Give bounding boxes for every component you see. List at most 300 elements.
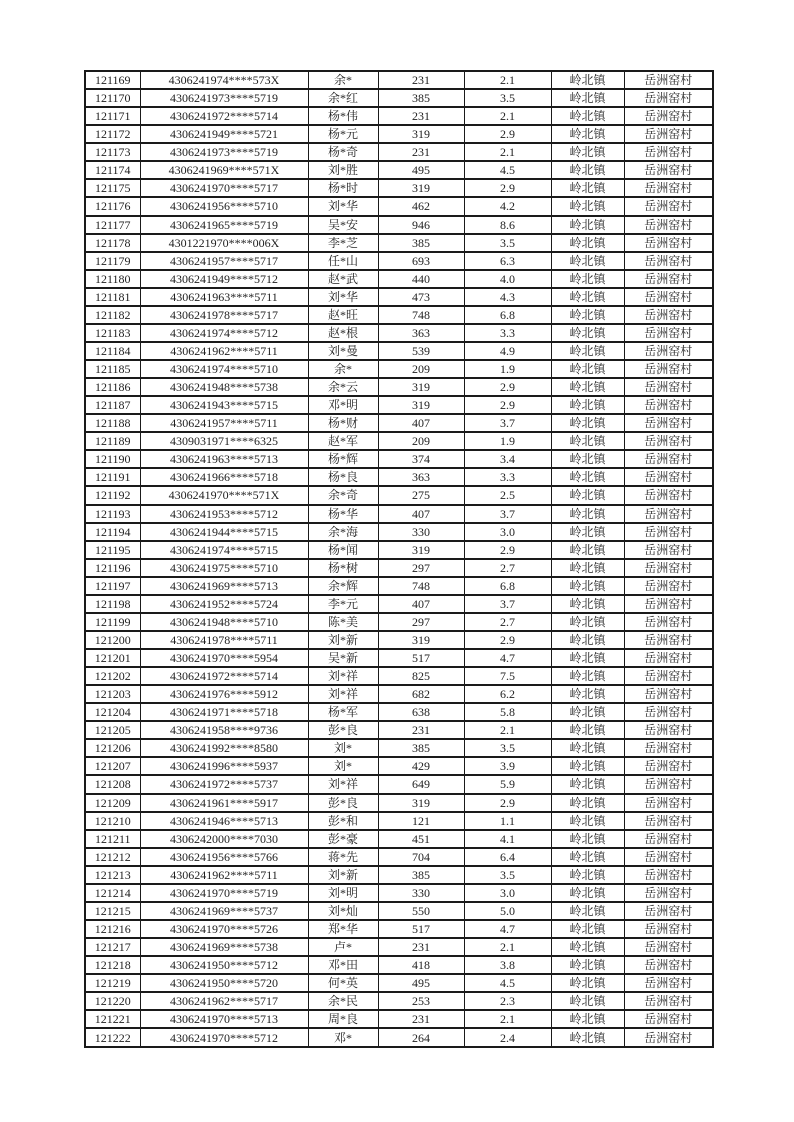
cell-seq: 121199	[85, 613, 140, 631]
cell-name: 刘*新	[308, 866, 378, 884]
cell-rate: 6.8	[464, 577, 551, 595]
cell-amount: 407	[378, 414, 464, 432]
cell-village: 岳洲窑村	[624, 306, 713, 324]
cell-town: 岭北镇	[551, 541, 624, 559]
cell-id: 4306241974****573X	[140, 71, 308, 89]
cell-village: 岳洲窑村	[624, 505, 713, 523]
cell-town: 岭北镇	[551, 306, 624, 324]
cell-town: 岭北镇	[551, 378, 624, 396]
cell-rate: 4.5	[464, 161, 551, 179]
cell-village: 岳洲窑村	[624, 739, 713, 757]
cell-town: 岭北镇	[551, 812, 624, 830]
cell-name: 赵*武	[308, 270, 378, 288]
cell-rate: 2.1	[464, 1010, 551, 1028]
table-row	[85, 739, 713, 757]
cell-seq: 121195	[85, 541, 140, 559]
cell-name: 余*奇	[308, 486, 378, 504]
cell-village: 岳洲窑村	[624, 667, 713, 685]
cell-name: 刘*华	[308, 197, 378, 215]
cell-village: 岳洲窑村	[624, 721, 713, 739]
cell-village: 岳洲窑村	[624, 577, 713, 595]
cell-amount: 495	[378, 974, 464, 992]
cell-town: 岭北镇	[551, 523, 624, 541]
cell-id: 4306241950****5712	[140, 956, 308, 974]
cell-village: 岳洲窑村	[624, 216, 713, 234]
cell-id: 4306241973****5719	[140, 143, 308, 161]
table-row	[85, 234, 713, 252]
cell-amount: 407	[378, 595, 464, 613]
cell-village: 岳洲窑村	[624, 794, 713, 812]
cell-id: 4306241965****5719	[140, 216, 308, 234]
cell-village: 岳洲窑村	[624, 938, 713, 956]
cell-town: 岭北镇	[551, 848, 624, 866]
cell-village: 岳洲窑村	[624, 848, 713, 866]
cell-id: 4306241996****5937	[140, 757, 308, 775]
cell-town: 岭北镇	[551, 649, 624, 667]
cell-village: 岳洲窑村	[624, 775, 713, 793]
cell-amount: 429	[378, 757, 464, 775]
cell-amount: 319	[378, 179, 464, 197]
cell-rate: 3.5	[464, 234, 551, 252]
cell-name: 刘*	[308, 757, 378, 775]
cell-id: 4306241972****5737	[140, 775, 308, 793]
cell-town: 岭北镇	[551, 559, 624, 577]
cell-seq: 121188	[85, 414, 140, 432]
cell-id: 4306241969****571X	[140, 161, 308, 179]
cell-id: 4306241970****5726	[140, 920, 308, 938]
cell-seq: 121216	[85, 920, 140, 938]
cell-amount: 319	[378, 541, 464, 559]
cell-name: 刘*	[308, 739, 378, 757]
table-row	[85, 559, 713, 577]
cell-name: 刘*灿	[308, 902, 378, 920]
cell-rate: 2.9	[464, 396, 551, 414]
cell-rate: 2.5	[464, 486, 551, 504]
cell-name: 赵*根	[308, 324, 378, 342]
cell-name: 赵*旺	[308, 306, 378, 324]
cell-amount: 385	[378, 739, 464, 757]
table-row	[85, 703, 713, 721]
cell-name: 刘*胜	[308, 161, 378, 179]
table-row	[85, 197, 713, 215]
cell-seq: 121206	[85, 739, 140, 757]
cell-rate: 3.3	[464, 468, 551, 486]
cell-rate: 2.1	[464, 143, 551, 161]
cell-rate: 2.9	[464, 378, 551, 396]
cell-town: 岭北镇	[551, 1028, 624, 1047]
cell-id: 4306241974****5712	[140, 324, 308, 342]
cell-town: 岭北镇	[551, 125, 624, 143]
table-row	[85, 270, 713, 288]
table-row	[85, 486, 713, 504]
cell-town: 岭北镇	[551, 288, 624, 306]
cell-village: 岳洲窑村	[624, 631, 713, 649]
cell-village: 岳洲窑村	[624, 125, 713, 143]
cell-id: 4306241970****5712	[140, 1028, 308, 1047]
table-row	[85, 505, 713, 523]
cell-amount: 385	[378, 866, 464, 884]
cell-town: 岭北镇	[551, 920, 624, 938]
cell-name: 刘*华	[308, 288, 378, 306]
cell-amount: 440	[378, 270, 464, 288]
cell-seq: 121182	[85, 306, 140, 324]
cell-village: 岳洲窑村	[624, 378, 713, 396]
cell-name: 何*英	[308, 974, 378, 992]
cell-name: 余*	[308, 360, 378, 378]
cell-amount: 297	[378, 613, 464, 631]
cell-town: 岭北镇	[551, 866, 624, 884]
cell-name: 邓*明	[308, 396, 378, 414]
cell-town: 岭北镇	[551, 270, 624, 288]
cell-id: 4306241948****5738	[140, 378, 308, 396]
cell-name: 郑*华	[308, 920, 378, 938]
table-row	[85, 179, 713, 197]
table-row	[85, 667, 713, 685]
cell-village: 岳洲窑村	[624, 234, 713, 252]
cell-village: 岳洲窑村	[624, 595, 713, 613]
cell-village: 岳洲窑村	[624, 866, 713, 884]
cell-rate: 2.9	[464, 631, 551, 649]
cell-town: 岭北镇	[551, 739, 624, 757]
cell-amount: 385	[378, 234, 464, 252]
cell-town: 岭北镇	[551, 577, 624, 595]
cell-amount: 473	[378, 288, 464, 306]
cell-amount: 451	[378, 830, 464, 848]
cell-name: 余*云	[308, 378, 378, 396]
table-row	[85, 378, 713, 396]
cell-id: 4306241973****5719	[140, 89, 308, 107]
cell-rate: 2.9	[464, 125, 551, 143]
cell-id: 4306242000****7030	[140, 830, 308, 848]
table-row	[85, 812, 713, 830]
cell-town: 岭北镇	[551, 884, 624, 902]
cell-town: 岭北镇	[551, 1010, 624, 1028]
cell-village: 岳洲窑村	[624, 360, 713, 378]
table-row	[85, 252, 713, 270]
table-row	[85, 306, 713, 324]
cell-seq: 121198	[85, 595, 140, 613]
cell-village: 岳洲窑村	[624, 1028, 713, 1047]
cell-rate: 6.3	[464, 252, 551, 270]
cell-seq: 121213	[85, 866, 140, 884]
table-row	[85, 794, 713, 812]
cell-seq: 121193	[85, 505, 140, 523]
cell-town: 岭北镇	[551, 992, 624, 1010]
cell-town: 岭北镇	[551, 179, 624, 197]
cell-rate: 3.0	[464, 523, 551, 541]
cell-village: 岳洲窑村	[624, 974, 713, 992]
cell-rate: 2.1	[464, 107, 551, 125]
cell-seq: 121191	[85, 468, 140, 486]
cell-amount: 682	[378, 685, 464, 703]
cell-name: 彭*良	[308, 794, 378, 812]
cell-amount: 231	[378, 143, 464, 161]
table-row	[85, 288, 713, 306]
cell-rate: 4.3	[464, 288, 551, 306]
cell-amount: 462	[378, 197, 464, 215]
table-row	[85, 89, 713, 107]
cell-seq: 121186	[85, 378, 140, 396]
cell-town: 岭北镇	[551, 396, 624, 414]
table-row	[85, 775, 713, 793]
cell-village: 岳洲窑村	[624, 757, 713, 775]
cell-town: 岭北镇	[551, 342, 624, 360]
cell-name: 杨*华	[308, 505, 378, 523]
cell-name: 赵*军	[308, 432, 378, 450]
table-row	[85, 613, 713, 631]
cell-rate: 3.0	[464, 884, 551, 902]
cell-seq: 121205	[85, 721, 140, 739]
cell-seq: 121219	[85, 974, 140, 992]
cell-name: 刘*新	[308, 631, 378, 649]
cell-seq: 121179	[85, 252, 140, 270]
cell-name: 杨*伟	[308, 107, 378, 125]
cell-seq: 121209	[85, 794, 140, 812]
cell-rate: 1.1	[464, 812, 551, 830]
cell-village: 岳洲窑村	[624, 414, 713, 432]
cell-amount: 231	[378, 107, 464, 125]
cell-rate: 6.8	[464, 306, 551, 324]
cell-village: 岳洲窑村	[624, 830, 713, 848]
cell-amount: 517	[378, 920, 464, 938]
cell-town: 岭北镇	[551, 161, 624, 179]
cell-village: 岳洲窑村	[624, 703, 713, 721]
cell-id: 4306241966****5718	[140, 468, 308, 486]
cell-town: 岭北镇	[551, 667, 624, 685]
cell-id: 4306241949****5721	[140, 125, 308, 143]
cell-amount: 330	[378, 884, 464, 902]
cell-seq: 121212	[85, 848, 140, 866]
cell-town: 岭北镇	[551, 685, 624, 703]
cell-amount: 825	[378, 667, 464, 685]
cell-town: 岭北镇	[551, 450, 624, 468]
cell-id: 4306241946****5713	[140, 812, 308, 830]
cell-rate: 3.7	[464, 505, 551, 523]
cell-name: 邓*田	[308, 956, 378, 974]
table-row	[85, 161, 713, 179]
cell-seq: 121194	[85, 523, 140, 541]
cell-seq: 121200	[85, 631, 140, 649]
table-row	[85, 541, 713, 559]
cell-id: 4306241963****5711	[140, 288, 308, 306]
cell-id: 4306241969****5737	[140, 902, 308, 920]
table-row	[85, 71, 713, 89]
cell-seq: 121220	[85, 992, 140, 1010]
cell-name: 余*辉	[308, 577, 378, 595]
cell-village: 岳洲窑村	[624, 432, 713, 450]
cell-rate: 4.1	[464, 830, 551, 848]
cell-rate: 2.9	[464, 179, 551, 197]
table-row	[85, 649, 713, 667]
cell-name: 刘*曼	[308, 342, 378, 360]
cell-town: 岭北镇	[551, 414, 624, 432]
cell-amount: 550	[378, 902, 464, 920]
cell-amount: 330	[378, 523, 464, 541]
cell-id: 4309031971****6325	[140, 432, 308, 450]
table-row	[85, 107, 713, 125]
cell-rate: 4.7	[464, 920, 551, 938]
cell-village: 岳洲窑村	[624, 288, 713, 306]
cell-village: 岳洲窑村	[624, 324, 713, 342]
cell-seq: 121175	[85, 179, 140, 197]
cell-amount: 363	[378, 324, 464, 342]
cell-amount: 231	[378, 71, 464, 89]
cell-village: 岳洲窑村	[624, 649, 713, 667]
cell-name: 杨*树	[308, 559, 378, 577]
cell-town: 岭北镇	[551, 703, 624, 721]
cell-village: 岳洲窑村	[624, 179, 713, 197]
cell-name: 杨*良	[308, 468, 378, 486]
cell-rate: 5.8	[464, 703, 551, 721]
cell-name: 杨*奇	[308, 143, 378, 161]
cell-amount: 319	[378, 396, 464, 414]
cell-id: 4306241970****5719	[140, 884, 308, 902]
cell-name: 邓*	[308, 1028, 378, 1047]
cell-name: 杨*辉	[308, 450, 378, 468]
cell-seq: 121203	[85, 685, 140, 703]
cell-village: 岳洲窑村	[624, 486, 713, 504]
cell-id: 4306241974****5710	[140, 360, 308, 378]
cell-seq: 121180	[85, 270, 140, 288]
cell-rate: 6.4	[464, 848, 551, 866]
cell-seq: 121178	[85, 234, 140, 252]
table-row	[85, 902, 713, 920]
cell-amount: 319	[378, 794, 464, 812]
table-row	[85, 848, 713, 866]
table-row	[85, 595, 713, 613]
cell-seq: 121173	[85, 143, 140, 161]
table-row	[85, 721, 713, 739]
cell-rate: 2.1	[464, 938, 551, 956]
cell-amount: 319	[378, 631, 464, 649]
cell-village: 岳洲窑村	[624, 161, 713, 179]
cell-id: 4306241956****5710	[140, 197, 308, 215]
cell-id: 4306241963****5713	[140, 450, 308, 468]
table-row	[85, 631, 713, 649]
cell-seq: 121215	[85, 902, 140, 920]
cell-town: 岭北镇	[551, 432, 624, 450]
cell-id: 4306241958****9736	[140, 721, 308, 739]
cell-seq: 121211	[85, 830, 140, 848]
cell-name: 杨*元	[308, 125, 378, 143]
cell-rate: 3.5	[464, 866, 551, 884]
cell-town: 岭北镇	[551, 757, 624, 775]
cell-id: 4306241961****5917	[140, 794, 308, 812]
cell-village: 岳洲窑村	[624, 541, 713, 559]
cell-id: 4306241969****5713	[140, 577, 308, 595]
cell-rate: 4.0	[464, 270, 551, 288]
cell-rate: 3.5	[464, 739, 551, 757]
cell-amount: 374	[378, 450, 464, 468]
cell-name: 任*山	[308, 252, 378, 270]
cell-id: 4306241974****5715	[140, 541, 308, 559]
cell-rate: 4.2	[464, 197, 551, 215]
cell-village: 岳洲窑村	[624, 342, 713, 360]
cell-town: 岭北镇	[551, 468, 624, 486]
cell-town: 岭北镇	[551, 89, 624, 107]
cell-id: 4306241950****5720	[140, 974, 308, 992]
cell-rate: 6.2	[464, 685, 551, 703]
cell-amount: 539	[378, 342, 464, 360]
cell-amount: 748	[378, 577, 464, 595]
cell-name: 杨*闻	[308, 541, 378, 559]
cell-name: 余*红	[308, 89, 378, 107]
cell-seq: 121187	[85, 396, 140, 414]
cell-town: 岭北镇	[551, 613, 624, 631]
cell-amount: 231	[378, 721, 464, 739]
cell-seq: 121214	[85, 884, 140, 902]
cell-rate: 3.4	[464, 450, 551, 468]
cell-town: 岭北镇	[551, 324, 624, 342]
cell-amount: 231	[378, 1010, 464, 1028]
cell-seq: 121221	[85, 1010, 140, 1028]
cell-town: 岭北镇	[551, 721, 624, 739]
cell-name: 刘*祥	[308, 685, 378, 703]
cell-id: 4306241976****5912	[140, 685, 308, 703]
cell-seq: 121197	[85, 577, 140, 595]
cell-id: 4306241992****8580	[140, 739, 308, 757]
cell-village: 岳洲窑村	[624, 884, 713, 902]
cell-village: 岳洲窑村	[624, 197, 713, 215]
cell-village: 岳洲窑村	[624, 902, 713, 920]
cell-village: 岳洲窑村	[624, 559, 713, 577]
cell-amount: 275	[378, 486, 464, 504]
cell-name: 刘*祥	[308, 775, 378, 793]
cell-seq: 121201	[85, 649, 140, 667]
cell-rate: 3.7	[464, 414, 551, 432]
cell-seq: 121218	[85, 956, 140, 974]
cell-town: 岭北镇	[551, 197, 624, 215]
cell-amount: 209	[378, 432, 464, 450]
cell-amount: 418	[378, 956, 464, 974]
cell-village: 岳洲窑村	[624, 396, 713, 414]
cell-id: 4301221970****006X	[140, 234, 308, 252]
cell-name: 刘*明	[308, 884, 378, 902]
cell-name: 李*芝	[308, 234, 378, 252]
cell-id: 4306241971****5718	[140, 703, 308, 721]
cell-village: 岳洲窑村	[624, 992, 713, 1010]
table-row	[85, 884, 713, 902]
cell-rate: 7.5	[464, 667, 551, 685]
cell-seq: 121183	[85, 324, 140, 342]
cell-amount: 121	[378, 812, 464, 830]
cell-id: 4306241962****5717	[140, 992, 308, 1010]
cell-amount: 319	[378, 125, 464, 143]
cell-village: 岳洲窑村	[624, 107, 713, 125]
cell-name: 陈*美	[308, 613, 378, 631]
cell-id: 4306241970****5713	[140, 1010, 308, 1028]
cell-village: 岳洲窑村	[624, 143, 713, 161]
table-row	[85, 1028, 713, 1047]
table-row	[85, 1010, 713, 1028]
cell-name: 彭*和	[308, 812, 378, 830]
cell-seq: 121217	[85, 938, 140, 956]
cell-village: 岳洲窑村	[624, 89, 713, 107]
cell-village: 岳洲窑村	[624, 270, 713, 288]
cell-town: 岭北镇	[551, 234, 624, 252]
table-row	[85, 360, 713, 378]
table-row	[85, 757, 713, 775]
cell-amount: 264	[378, 1028, 464, 1047]
cell-amount: 495	[378, 161, 464, 179]
cell-rate: 2.9	[464, 794, 551, 812]
cell-seq: 121176	[85, 197, 140, 215]
cell-rate: 2.7	[464, 613, 551, 631]
cell-amount: 693	[378, 252, 464, 270]
cell-rate: 2.4	[464, 1028, 551, 1047]
cell-id: 4306241956****5766	[140, 848, 308, 866]
cell-amount: 253	[378, 992, 464, 1010]
